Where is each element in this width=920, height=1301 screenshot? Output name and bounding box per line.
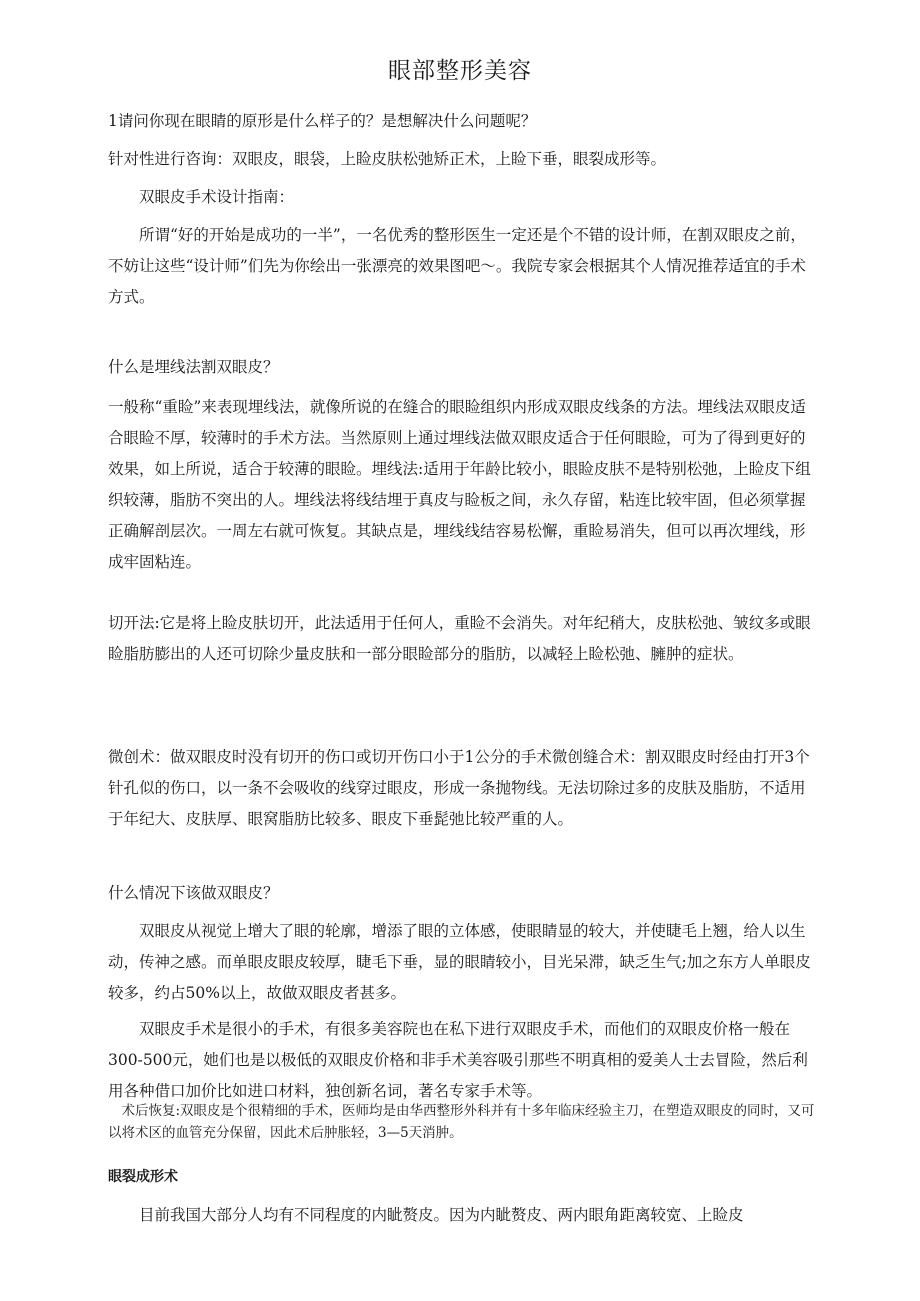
incision-paragraph: 切开法:它是将上睑皮肤切开，此法适用于任何人，重睑不会消失。对年纪稍大，皮肤松弛、皱纹多或眼睑脂肪膨出的人还可切除少量皮肤和一部分眼睑部分的脂肪，以减轻上睑松弛、臃肿的症状。 — [108, 614, 811, 663]
when-paragraph-2: 双眼皮手术是很小的手术，有很多美容院也在私下进行双眼皮手术，而他们的双眼皮价格一般在300-500元，她们也是以极低的双眼皮价格和非手术美容吸引那些不明真相的爱美人士去冒险，然后利用各种借口加价比如进口材料，独创新名词，著名专家手术等。 — [108, 1020, 808, 1100]
buried-suture-heading: 什么是埋线法割双眼皮？ — [108, 358, 279, 376]
canthus-paragraph: 目前我国大部分人均有不同程度的内眦赘皮。因为内眦赘皮、两内眼角距离较宽、上睑皮 — [139, 1206, 744, 1224]
question-paragraph: 1请问你现在眼睛的原形是什么样子的？是想解决什么问题呢？ — [108, 112, 537, 130]
consult-paragraph: 针对性进行咨询：双眼皮，眼袋，上睑皮肤松弛矫正术，上睑下垂，眼裂成形等。 — [108, 150, 667, 168]
when-heading: 什么情况下该做双眼皮？ — [108, 884, 279, 902]
canthus-heading: 眼裂成形术 — [108, 1169, 178, 1185]
guide-paragraph: 所谓“好的开始是成功的一半”，一名优秀的整形医生一定还是个不错的设计师，在割双眼皮之前，不妨让这些“设计师”们先为你绘出一张漂亮的效果图吧～。我院专家会根据其个人情况推荐适宜的手术方式。 — [108, 226, 806, 306]
minimal-invasive-paragraph: 微创术：做双眼皮时没有切开的伤口或切开伤口小于1公分的手术微创缝合术：割双眼皮时经由打开3个针孔似的伤口，以一条不会吸收的线穿过眼皮，形成一条抛物线。无法切除过多的皮肤及脂肪，不适用于年纪大、皮肤厚、眼窝脂肪比较多、眼皮下垂髭弛比较严重的人。 — [108, 748, 810, 828]
when-paragraph-1: 双眼皮从视觉上增大了眼的轮廓，增添了眼的立体感，使眼睛显的较大，并使睫毛上翘，给人以生动，传神之感。而单眼皮眼皮较厚，睫毛下垂，显的眼睛较小，目光呆滞，缺乏生气;加之东方人单眼皮较多，约占50%以上，故做双眼皮者甚多。 — [108, 922, 811, 1002]
recovery-paragraph: 术后恢复:双眼皮是个很精细的手术，医师均是由华西整形外科并有十多年临床经验主刀，在塑造双眼皮的同时，又可以将术区的血管充分保留，因此术后肿胀轻，3—5天消肿。 — [108, 1103, 815, 1141]
page-title: 眼部整形美容 — [388, 58, 532, 84]
buried-suture-paragraph: 一般称“重睑”来表现埋线法，就像所说的在缝合的眼睑组织内形成双眼皮线条的方法。埋线法双眼皮适合眼睑不厚，较薄时的手术方法。当然原则上通过埋线法做双眼皮适合于任何眼睑，可为了得到更好的效果，如上所说，适合于较薄的眼睑。埋线法:适用于年龄比较小，眼睑皮肤不是特别松弛，上睑皮下组织较薄，脂肪不突出的人。埋线法将线结埋于真皮与睑板之间，永久存留，粘连比较牢固，但必须掌握正确解剖层次。一周左右就可恢复。其缺点是，埋线线结容易松懈，重睑易消失，但可以再次埋线，形成牢固粘连。 — [108, 398, 811, 571]
guide-heading: 双眼皮手术设计指南： — [139, 188, 295, 206]
